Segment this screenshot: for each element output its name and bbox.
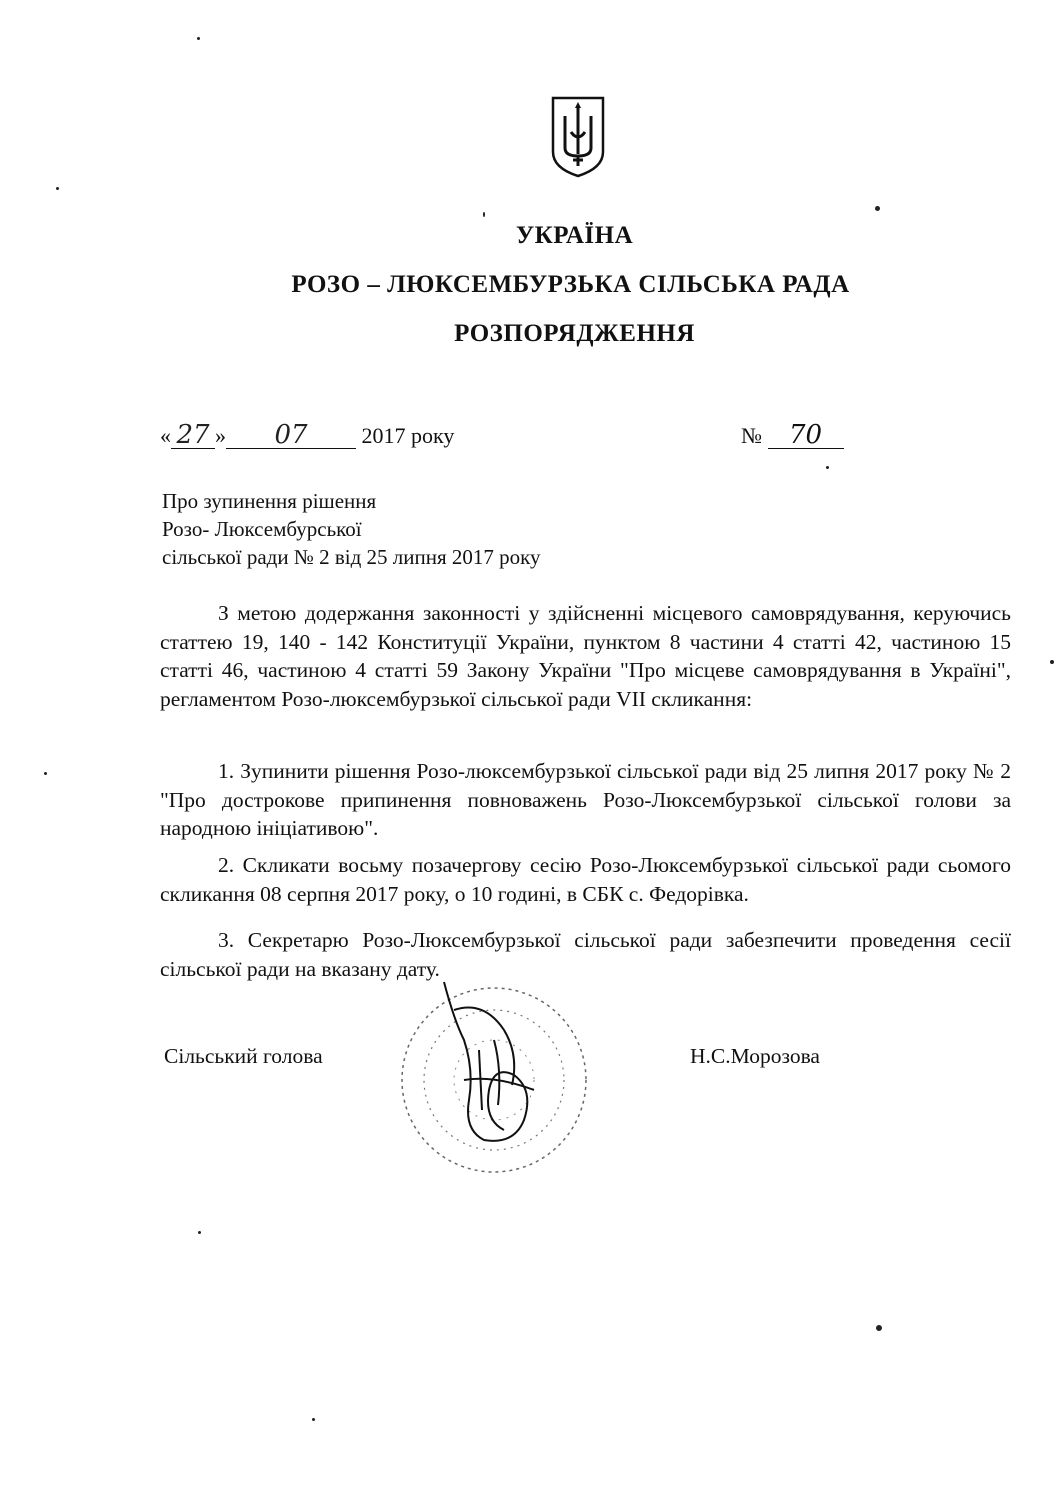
order-item-2: 2. Скликати восьму позачергову сесію Розо-Люксембурзької сільської ради сьомого скликання 08 серпня 2017 року, о 10 годині, в СБК с. Федорівка. — [160, 853, 1011, 906]
country-heading: УКРАЇНА — [515, 222, 634, 249]
document-subject — [162, 487, 541, 571]
order-item-3: 3. Секретарю Розо-Люксембурзької сільської ради забезпечити проведення сесії сільської ради на вказану дату. — [160, 928, 1011, 981]
scan-speck — [826, 466, 829, 469]
council-heading: РОЗО – ЛЮКСЕМБУРЗЬКА СІЛЬСЬКА РАДА — [291, 271, 850, 298]
signatory-title: Сільський голова — [164, 1044, 323, 1068]
date-year: 2017 року — [361, 423, 455, 448]
trident-coat-of-arms-icon — [549, 94, 607, 178]
document-number — [741, 420, 844, 449]
scan-speck — [44, 772, 47, 775]
scan-speck — [197, 37, 200, 40]
subject-line: сільської ради № 2 від 25 липня 2017 року — [162, 545, 541, 569]
signatory-name: Н.С.Морозова — [690, 1044, 820, 1068]
scan-speck — [876, 1325, 882, 1331]
scan-speck — [875, 206, 880, 211]
subject-line: Про зупинення рішення — [162, 489, 377, 513]
date-day: 27 — [176, 420, 210, 450]
scan-speck — [198, 1231, 201, 1234]
scan-speck — [56, 187, 59, 190]
handwritten-signature — [444, 982, 534, 1141]
round-seal-stamp — [394, 980, 594, 1180]
subject-line: Розо- Люксембурської — [162, 517, 362, 541]
document-type-heading: РОЗПОРЯДЖЕННЯ — [454, 320, 695, 347]
date-month: 07 — [274, 420, 308, 450]
scan-speck — [483, 212, 485, 217]
order-item-1: 1. Зупинити рішення Розо-люксембурзької сільської ради від 25 липня 2017 року № 2 "Про дострокове припинення повноважень Розо-Люксембурзької сільської голови за народною ініціативою". — [160, 759, 1011, 840]
scan-speck — [312, 1418, 315, 1421]
preamble-paragraph: З метою додержання законності у здійсненні місцевого самоврядування, керуючись статтею 19, 140 - 142 Конституції України, пунктом 8 частини 4 статті 42, частиною 15 статті 46, частиною 4 статті 59 Закону України "Про місцеве самоврядування в Україні", регламентом Розо-люксембурзької сільської ради VII скликання: — [160, 601, 1011, 711]
scan-speck — [1050, 660, 1054, 664]
number-sign: № — [741, 423, 762, 448]
document-date: « 27 » 07 2017 року — [160, 420, 455, 450]
number-value: 70 — [788, 420, 823, 450]
